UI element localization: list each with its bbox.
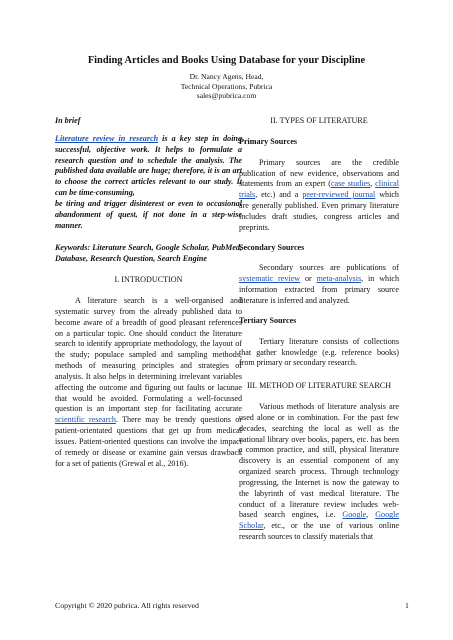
systematic-review-link[interactable]: systematic review xyxy=(239,274,301,284)
author-affiliation: Technical Operations, Pubrica xyxy=(180,81,273,91)
types-heading: II. TYPES OF LITERATURE xyxy=(270,116,368,125)
brief-heading: In brief xyxy=(55,116,81,125)
abstract-paragraph-2: be tiring and trigger disinterest or even to occasional abandonment of quest, if not done in a step-wise manner. xyxy=(55,198,242,230)
tertiary-sources-heading: Tertiary Sources xyxy=(239,315,297,325)
tertiary-sources-paragraph: Tertiary literature consists of collections that gather knowledge (e.g. reference books) from primary or secondary research. xyxy=(239,336,399,368)
intro-paragraph xyxy=(55,296,242,470)
primary-sep: , xyxy=(370,179,376,189)
copyright-footer: Copyright © 2020 pubrica. All rights reserved xyxy=(55,601,199,610)
method-text-2: , etc., or the use of various online research sources to classify materials that xyxy=(239,521,399,542)
method-sep: , xyxy=(366,510,376,520)
primary-text-1: Primary sources are the credible publication of new evidence, observations and statements from an expert ( xyxy=(239,157,399,189)
secondary-text-1: Secondary sources are publications of xyxy=(259,263,399,273)
peer-reviewed-journal-link[interactable]: peer-reviewed journal xyxy=(302,190,376,200)
author-block xyxy=(0,72,453,101)
scientific-research-link[interactable]: scientific research xyxy=(55,415,116,425)
method-paragraph xyxy=(239,402,399,543)
intro-heading: I. INTRODUCTION xyxy=(114,275,183,285)
primary-text-3: which are generally published. Even primary literature includes draft studies, congress articles and preprints. xyxy=(239,190,399,232)
google-link[interactable]: Google xyxy=(342,510,367,520)
primary-sources-heading: Primary Sources xyxy=(239,136,298,146)
abstract-text-1: is a key step in doing successful, objective work. It helps to formulate a research question and to schedule the analysis. The published data available are huge; therefore, it is an art to choose the correct articles relevant to our study. It can be time-consuming, xyxy=(55,133,242,198)
case-studies-link[interactable]: case studies xyxy=(330,179,371,189)
page-number: 1 xyxy=(405,601,409,610)
intro-text-1: A literature search is a well-organised and systematic survey from the already published data to become aware of a breadth of good pleasant references on a particular topic. One should conduct the literature search to identify appropriate methodology, the layout of the study; populace sampled and sampling methods, methods of measuring principles and strategies of analysis. It also helps in determining irrelevant variables affecting the outcome and figuring out faults or lacunae that would be avoided. Formulating a well-focussed question is an important step for facilitating accurate xyxy=(55,295,242,414)
primary-text-2: , etc.) and a xyxy=(255,190,303,200)
secondary-sep: or xyxy=(300,274,317,284)
clinical-trials-link[interactable]: clinical trials xyxy=(239,179,399,200)
secondary-sources-heading: Secondary Sources xyxy=(239,242,305,252)
google-scholar-link[interactable]: Google Scholar xyxy=(239,510,400,531)
author-email: sales@pubrica.com xyxy=(196,91,257,101)
abstract-paragraph-1 xyxy=(55,134,242,199)
author-name: Dr. Nancy Agens, Head, xyxy=(189,72,264,81)
right-column xyxy=(239,116,399,543)
paper-title: Finding Articles and Books Using Database for your Discipline xyxy=(87,55,366,66)
left-column xyxy=(55,116,242,469)
intro-text-2: . There may be trendy questions or patient-orientated questions that get up from medical issues. Patient-oriented questions can involve the impact of remedy or disease or examine gain versus drawback for a set of patients (Grewal et al., 2016). xyxy=(55,415,242,468)
primary-sources-paragraph xyxy=(239,158,399,234)
keywords: Keywords: Literature Search, Google Scholar, PubMed, Database, Research Question, Search Engine xyxy=(55,243,242,264)
secondary-sources-paragraph xyxy=(239,263,399,306)
meta-analysis-link[interactable]: meta-analysis xyxy=(316,274,362,284)
method-text-1: Various methods of literature analysis are used alone or in combination. For the past few decades, searching the local as well as the national library over books, papers, etc. has been a common practice, and still, physical literature discovery is an essential component of any organized search process. Through technology progressing, the Internet is now the gateway to the labyrinth of vast medical literature. The conduct of a literature review includes web-based search engines, i.e. xyxy=(239,402,399,520)
abstract xyxy=(55,134,242,232)
literature-review-link[interactable]: Literature review in research xyxy=(55,133,159,143)
method-heading: III. METHOD OF LITERATURE SEARCH xyxy=(246,381,392,391)
secondary-text-2: , in which information extracted from primary source literature is inferred and analyzed. xyxy=(239,274,399,305)
